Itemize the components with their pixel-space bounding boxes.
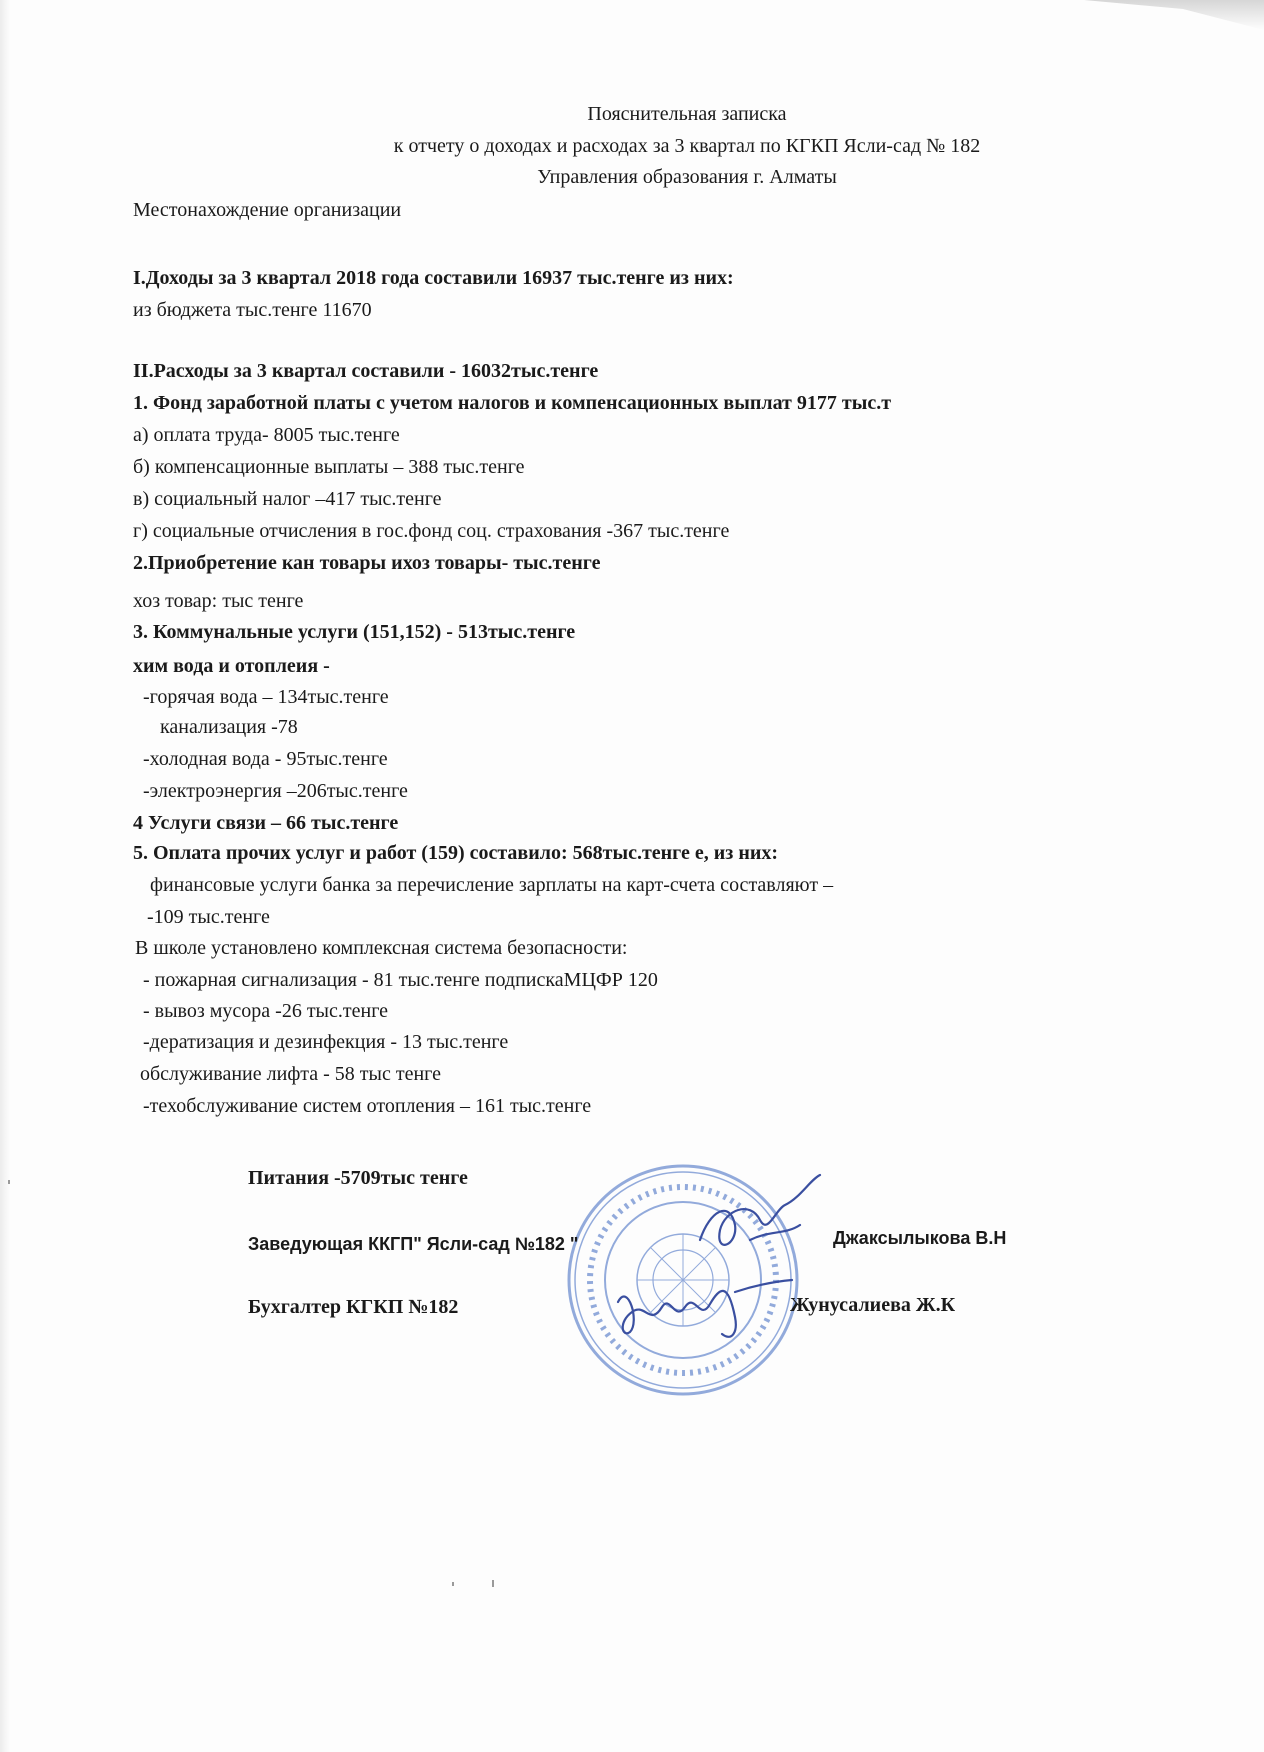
- utilities-item: -холодная вода - 95тыс.тенге: [143, 748, 388, 770]
- utilities-item: -горячая вода – 134тыс.тенге: [143, 686, 389, 708]
- organization-name: Управления образования г. Алматы: [537, 166, 837, 188]
- payroll-item: а) оплата труда- 8005 тыс.тенге: [133, 424, 400, 446]
- payroll-heading: 1. Фонд заработной платы с учетом налогов и компенсационных выплат 9177 тыс.т: [133, 392, 892, 414]
- communication-line: 4 Услуги связи – 66 тыс.тенге: [133, 812, 399, 834]
- expenses-heading: II.Расходы за 3 квартал составили - 16032тыс.тенге: [133, 360, 599, 382]
- scan-speck: [492, 1580, 494, 1587]
- scan-edge-shadow: [0, 0, 10, 1752]
- scan-speck: [452, 1582, 454, 1586]
- head-name: Джаксылыкова В.Н: [833, 1228, 1007, 1248]
- payroll-item: б) компенсационные выплаты – 388 тыс.тенге: [133, 456, 525, 478]
- other-item: обслуживание лифта - 58 тыс тенге: [140, 1063, 441, 1085]
- other-item: В школе установлено комплексная система безопасности:: [135, 937, 628, 959]
- scan-speck: [8, 1180, 10, 1184]
- food-line: Питания -5709тыс тенге: [248, 1167, 468, 1189]
- utilities-subheading: хим вода и отоплеия -: [133, 655, 330, 677]
- document-subtitle: к отчету о доходах и расходах за 3 квартал по КГКП Ясли-сад № 182: [393, 135, 981, 157]
- other-item: -техобслуживание систем отопления – 161 тыс.тенге: [143, 1095, 592, 1117]
- other-item: - пожарная сигнализация - 81 тыс.тенге подпискаМЦФР 120: [143, 969, 658, 991]
- other-item: финансовые услуги банка за перечисление зарплаты на карт-счета составляют –: [150, 874, 834, 896]
- document-title: Пояснительная записка: [587, 103, 787, 125]
- head-role: Заведующая ККГП" Ясли-сад №182 ": [248, 1234, 579, 1254]
- accountant-role: Бухгалтер КГКП №182: [248, 1296, 459, 1318]
- payroll-item: г) социальные отчисления в гос.фонд соц. страхования -367 тыс.тенге: [133, 520, 730, 542]
- scan-corner-shadow: [1084, 0, 1264, 30]
- other-item: - вывоз мусора -26 тыс.тенге: [143, 1000, 389, 1022]
- other-item: -дератизация и дезинфекция - 13 тыс.тенге: [143, 1031, 509, 1053]
- income-budget: из бюджета тыс.тенге 11670: [133, 299, 372, 321]
- goods-line: хоз товар: тыс тенге: [133, 590, 304, 612]
- other-heading: 5. Оплата прочих услуг и работ (159) составило: 568тыс.тенге е, из них:: [133, 842, 779, 864]
- other-item: -109 тыс.тенге: [147, 906, 270, 928]
- utilities-heading: 3. Коммунальные услуги (151,152) - 513тыс.тенге: [133, 621, 576, 643]
- income-heading: I.Доходы за 3 квартал 2018 года составили 16937 тыс.тенге из них:: [133, 267, 734, 289]
- utilities-item: -электроэнергия –206тыс.тенге: [143, 780, 408, 802]
- payroll-item: в) социальный налог –417 тыс.тенге: [133, 488, 442, 510]
- goods-heading: 2.Приобретение кан товары ихоз товары- тыс.тенге: [133, 552, 601, 574]
- accountant-name: Жунусалиева Ж.К: [790, 1294, 956, 1316]
- utilities-item: канализация -78: [160, 716, 298, 738]
- accountant-signature: [610, 1262, 800, 1352]
- location-label: Местонахождение организации: [133, 199, 402, 221]
